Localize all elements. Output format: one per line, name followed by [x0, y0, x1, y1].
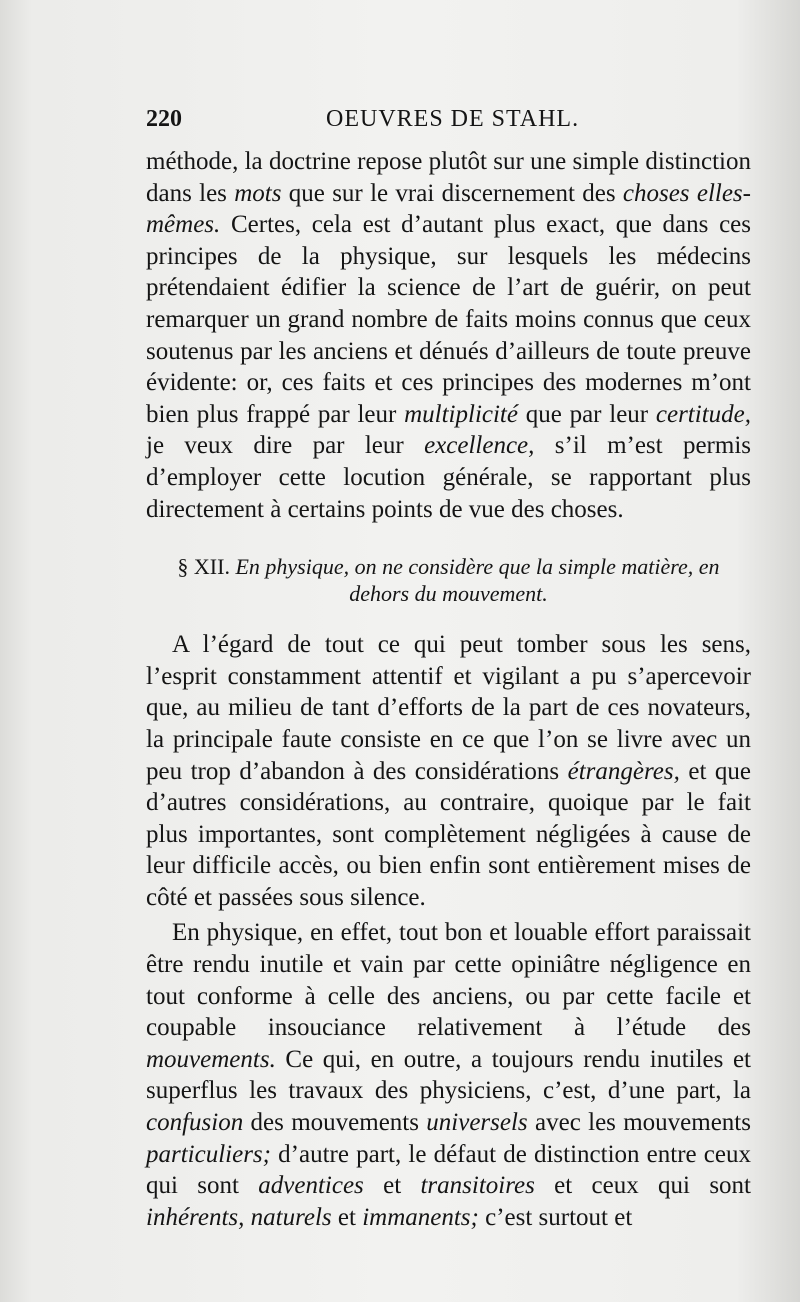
text-run: A l’égard de tout ce qui peut tomber sous les sens, l’esprit constamment attentif et vigilant a pu s’apercevoir que, au milieu de tant d’efforts de la part de ces novateurs, la principale faute consiste en ce que l’on se livre avec un peu trop d’abandon à des considérations [146, 631, 751, 785]
italic-run: étrangères, [567, 757, 680, 785]
text-run: et [331, 1203, 363, 1231]
text-run: et [363, 1172, 421, 1200]
running-title: OEUVRES DE STAHL. [326, 106, 580, 132]
text-run: méthode, la doctrine repose plutôt sur une simple distinction dans les [146, 148, 751, 207]
section-number: § XII. [177, 554, 230, 580]
italic-run: mouvements. [146, 1045, 276, 1073]
text-run: En physique, en effet, tout bon et louable effort paraissait être rendu inutile et vain par cette opiniâtre négligence en tout conforme à celle des anciens, ou par cette facile et coupable insouciance relativement à l’étude des [146, 919, 751, 1042]
italic-run: immanents; [362, 1203, 479, 1231]
text-run: Ce qui, en outre, a toujours rendu inutiles et superflus les travaux des physiciens, c’est, d’une part, la [146, 1045, 751, 1105]
paragraph-continued [146, 146, 751, 525]
italic-run: excellence, [424, 432, 535, 460]
text-run: s’il m’est permis d’employer cette locution générale, se rapportant plus directement à certains points de vue des choses. [146, 432, 752, 523]
text-run: d’autre part, le défaut de distinction entre ceux qui sont [146, 1140, 751, 1200]
paragraph [146, 917, 751, 1233]
italic-run: adventices [258, 1172, 364, 1200]
italic-run: confusion [146, 1109, 244, 1137]
section-title: En physique, on ne considère que la simple matière, en dehors du mouvement. [235, 554, 720, 607]
text-run: je veux dire par leur [146, 432, 425, 460]
italic-run: universels [426, 1109, 528, 1137]
paragraph [146, 629, 751, 913]
text-run: et ceux qui sont [534, 1172, 751, 1200]
text-run: que par leur [517, 400, 656, 428]
text-run: des mouvements [243, 1109, 427, 1137]
page-header [146, 102, 746, 136]
text-run: Certes, cela est d’autant plus exact, que dans ces principes de la physique, sur lesquels les médecins prétendaient édifier la science de l’art de guérir, on peut remarquer un grand nombre de faits moins connus que ceux soutenus par les anciens et dénués d’ailleurs de toute preuve évidente: or, ces faits et ces principes des modernes m’ont bien plus frappé par leur [146, 211, 751, 428]
italic-run: naturels [250, 1203, 332, 1231]
text-run: que sur le vrai discernement des [281, 179, 623, 207]
italic-run: particuliers; [146, 1140, 271, 1168]
italic-run: transitoires [420, 1172, 535, 1200]
italic-run: inhérents, [146, 1203, 245, 1231]
page-body [146, 146, 751, 1233]
text-run: et que d’autres considérations, au contraire, quoique par le fait plus importantes, sont complètement négligées à cause de leur difficile accès, ou bien enfin sont entièrement mises de côté et passées sous silence. [146, 757, 752, 911]
text-run: avec les mouvements [527, 1109, 751, 1137]
section-heading [146, 553, 751, 607]
italic-run: multiplicité [404, 400, 518, 428]
italic-run: mots [234, 179, 282, 207]
italic-run: choses elles-mêmes. [146, 179, 751, 239]
italic-run: certitude, [655, 400, 751, 428]
text-run: c’est surtout et [478, 1203, 633, 1231]
page-number: 220 [146, 106, 182, 132]
